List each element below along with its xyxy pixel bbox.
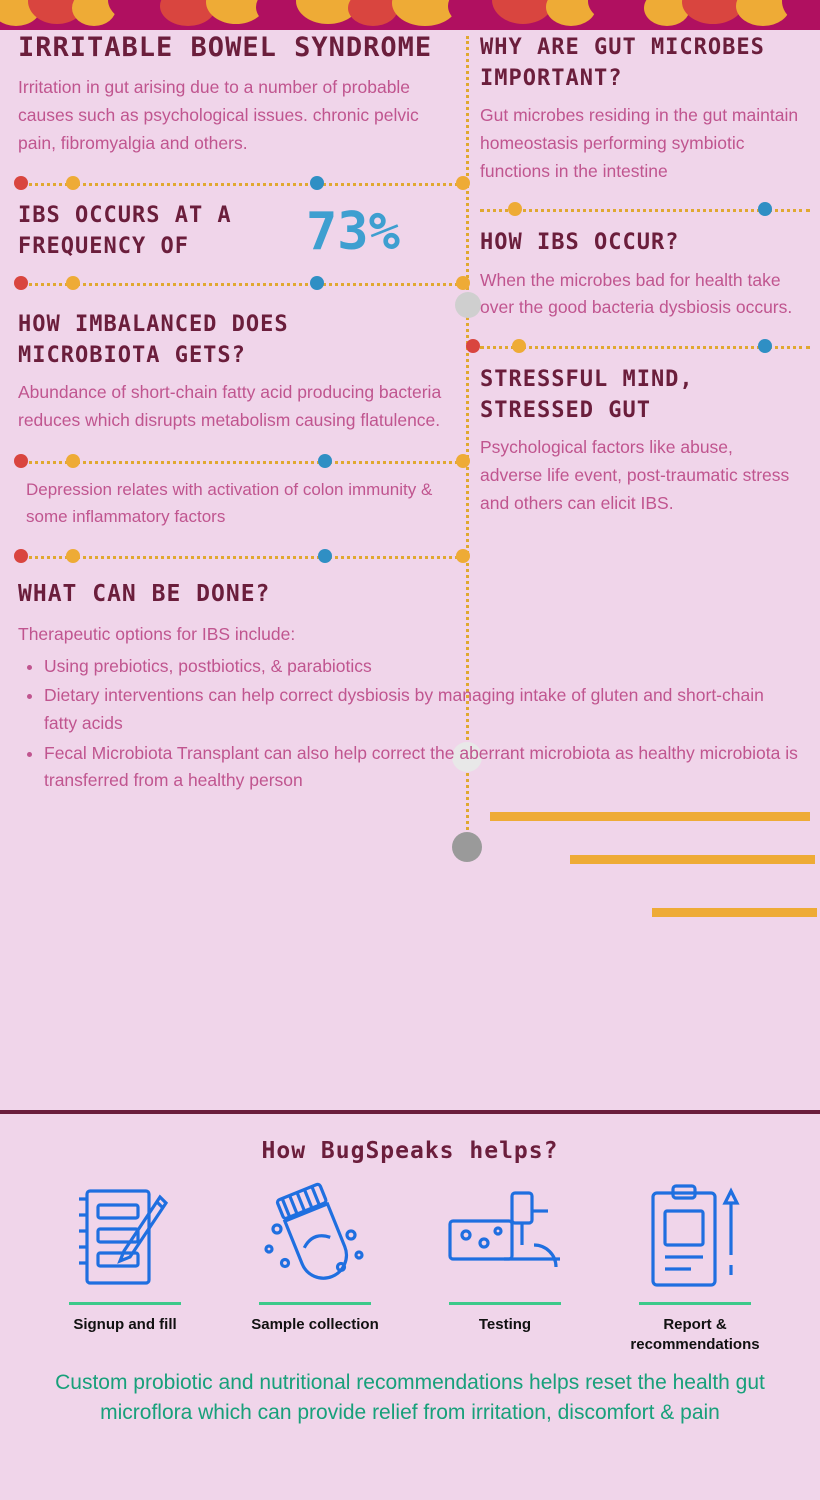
step-underline (449, 1302, 561, 1305)
frequency-value: 73% (306, 202, 400, 263)
rule-dot-orange (66, 276, 80, 290)
rule-dot-blue (758, 202, 772, 216)
right-column (480, 30, 810, 517)
ibs-title: IRRITABLE BOWEL SYNDROME (18, 32, 433, 63)
step-label: Signup and fill (73, 1316, 177, 1333)
footer-title: How BugSpeaks helps? (261, 1138, 559, 1164)
rule-dot-red (466, 339, 480, 353)
step-label: Sample collection (251, 1316, 379, 1333)
list-item: • Dietary interventions can help correct dysbiosis by managing intake of gluten and short-chain fatty acids (44, 682, 798, 737)
rule-dot-red (14, 176, 28, 190)
how-ibs-occur-title: HOW IBS OCCUR? (480, 230, 680, 256)
decor-circle (455, 292, 481, 318)
band-blob (782, 0, 820, 24)
step-testing (418, 1178, 593, 1335)
decorative-top-band (0, 0, 820, 30)
divider-rule (18, 271, 458, 297)
step-report (608, 1178, 783, 1354)
closing-statement: Custom probiotic and nutritional recommendations helps reset the health gut microflora which can provide relief from irritation, discomfort & pain (55, 1371, 765, 1425)
rule-dot-blue (318, 549, 332, 563)
stressful-mind-title-line2: STRESSED GUT (480, 398, 651, 424)
stressful-mind-title-line1: STRESSFUL MIND, (480, 366, 694, 392)
rule-dot-red (14, 276, 28, 290)
therapy-options-list (18, 653, 798, 795)
rule-dot-orange (456, 454, 470, 468)
list-item: • Using prebiotics, postbiotics, & parabiotics (44, 653, 798, 681)
rule-dot-orange (66, 176, 80, 190)
divider-rule (480, 197, 810, 223)
decor-bar (490, 812, 810, 821)
how-ibs-occur-body: When the microbes bad for health take over the good bacteria dysbiosis occurs. (480, 269, 793, 318)
frequency-label: IBS OCCURS AT A FREQUENCY OF (18, 203, 232, 260)
rule-dot-red (14, 454, 28, 468)
divider-rule (18, 171, 458, 197)
ibs-body: Irritation in gut arising due to a number of probable causes such as psychological issues. chronic pelvic pain, fibromyalgia and others. (18, 77, 419, 153)
divider-rule (18, 449, 458, 475)
decor-bar (652, 908, 817, 917)
divider-rule (18, 544, 458, 570)
rule-dot-orange (512, 339, 526, 353)
rule-dot-blue (318, 454, 332, 468)
what-can-be-done-title: WHAT CAN BE DONE? (18, 581, 271, 608)
step-underline (259, 1302, 371, 1305)
rule-dot-orange (66, 454, 80, 468)
decor-bar (570, 855, 815, 864)
step-underline (639, 1302, 751, 1305)
divider-rule (480, 334, 810, 360)
band-blob (682, 0, 744, 24)
rule-dot-blue (310, 276, 324, 290)
step-underline (69, 1302, 181, 1305)
rule-dot-red (14, 549, 28, 563)
step-label: Report & recommendations (630, 1316, 760, 1353)
list-item: • Fecal Microbiota Transplant can also help correct the aberrant microbiota as healthy microbiota is transferred from a healthy person (44, 740, 798, 795)
steps-row (0, 1164, 820, 1354)
step-sample-collection (228, 1178, 403, 1335)
rule-dot-orange (508, 202, 522, 216)
rule-dot-blue (310, 176, 324, 190)
footer-section (0, 1114, 820, 1500)
clipboard-report-icon (608, 1178, 783, 1296)
band-blob (348, 0, 398, 26)
infographic-body (0, 30, 820, 1110)
step-label: Testing (478, 1316, 532, 1333)
frequency-row (18, 201, 458, 263)
sample-tube-icon (228, 1178, 403, 1296)
stressful-mind-body: Psychological factors like abuse, adverse life event, post-traumatic stress and others can elicit IBS. (480, 437, 790, 513)
microscope-icon (418, 1178, 593, 1296)
why-microbes-title: WHY ARE GUT MICROBES IMPORTANT? (480, 35, 765, 92)
notebook-pen-icon (38, 1178, 213, 1296)
why-microbes-body: Gut microbes residing in the gut maintain homeostasis performing symbiotic functions in the intestine (480, 105, 799, 181)
rule-dot-blue (758, 339, 772, 353)
what-can-be-done-intro: Therapeutic options for IBS include: (18, 624, 296, 645)
imbalanced-title: HOW IMBALANCED DOES MICROBIOTA GETS? (18, 311, 289, 369)
band-blob (492, 0, 554, 24)
depression-body: Depression relates with activation of colon immunity & some inflammatory factors (26, 479, 433, 526)
rule-dot-orange (66, 549, 80, 563)
rule-dot-orange (456, 276, 470, 290)
imbalanced-body: Abundance of short-chain fatty acid producing bacteria reduces which disrupts metabolism causing flatulence. (18, 382, 442, 431)
step-signup (38, 1178, 213, 1335)
decor-circle (452, 832, 482, 862)
